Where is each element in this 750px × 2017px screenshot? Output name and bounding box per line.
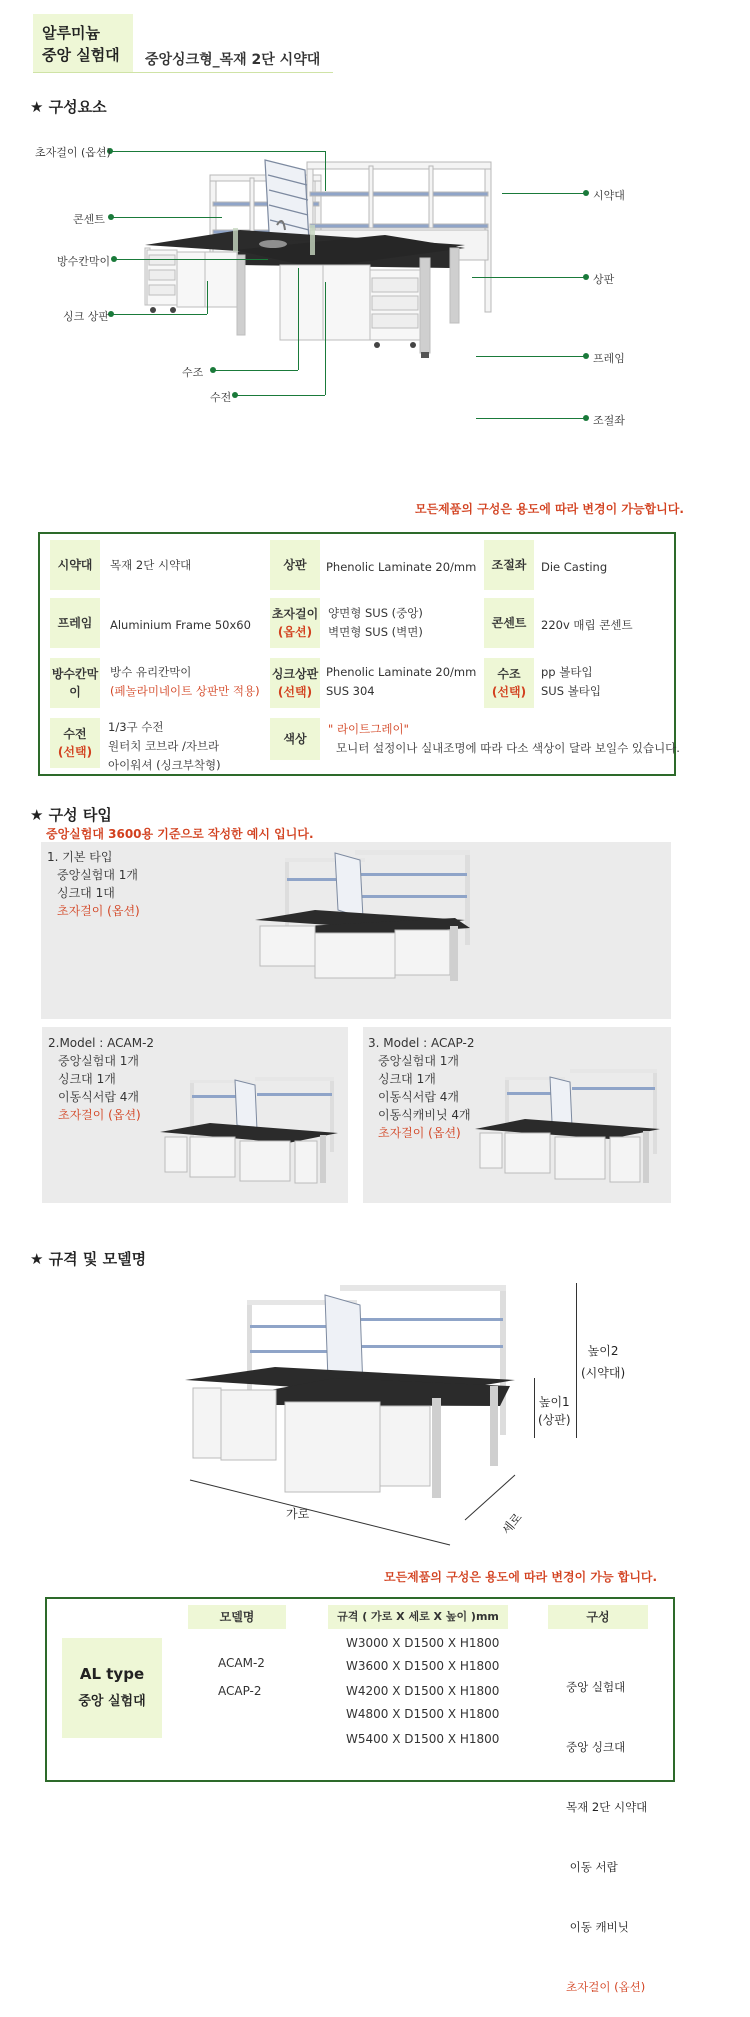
callout-dot [583, 274, 589, 280]
callout-line [213, 370, 298, 371]
spec-value-sink: pp 볼타입 SUS 볼타입 [541, 665, 601, 698]
callout-line [476, 418, 586, 419]
models-notice: 모든제품의 구성은 용도에 따라 변경이 가능 합니다. [384, 1570, 658, 1584]
model-spec: W5400 X D1500 X H1800 [346, 1732, 500, 1746]
spec-value-color: " 라이트그레이" 모니터 설정이나 실내조명에 따라 다소 색상이 달라 보일수 있습니다. [328, 722, 680, 755]
spec-value-leveling-foot: Die Casting [541, 560, 608, 574]
height2-dimension-line [576, 1283, 577, 1438]
callout-dot [210, 367, 216, 373]
callout-dot [583, 415, 589, 421]
spec-label-partition: 방수칸막이 [50, 658, 100, 708]
spec-value-frame: Aluminium Frame 50x60 [110, 618, 251, 632]
model-table-type-box: AL type 중앙 실험대 [62, 1638, 162, 1738]
model-table-head-spec: 규격 ( 가로 X 세로 X 높이 )mm [328, 1605, 508, 1629]
spec-label-outlet: 콘센트 [484, 598, 534, 648]
callout-dot [583, 353, 589, 359]
lab-bench-illustration [145, 140, 540, 430]
spec-label-reagent-shelf: 시약대 [50, 540, 100, 590]
spec-label-leveling-foot: 조절좌 [484, 540, 534, 590]
callout-line [235, 395, 325, 396]
type2-text: 2.Model : ACAM-2 중앙실험대 1개 싱크대 1개 이동식서랍 4개 초자걸이 (옵션) [48, 1036, 155, 1122]
type1-illustration [255, 848, 480, 988]
callout-frame: 프레임 [593, 352, 625, 365]
sink-bowl [259, 240, 287, 248]
width-label: 가로 [286, 1507, 310, 1521]
components-heading: ★ 구성요소 [30, 98, 107, 116]
product-title-line1: 알루미늄 [42, 24, 100, 42]
callout-sink-top: 싱크 상판 [63, 310, 110, 323]
callout-partition: 방수칸막이 [57, 255, 111, 268]
model-table-head-model: 모델명 [188, 1605, 286, 1629]
callout-worktop: 상판 [593, 273, 615, 286]
spec-label-faucet: 수전 (선택) [50, 718, 100, 768]
spec-label-frame: 프레임 [50, 598, 100, 648]
callout-glass-rack: 초자걸이 (옵션) [35, 146, 111, 159]
spec-value-glass-rack: 양면형 SUS (중앙) 벽면형 SUS (벽면) [328, 606, 423, 639]
height2-label: 높이2 (시약대) [581, 1344, 626, 1380]
left-cabinet [145, 248, 245, 335]
callout-dot [108, 214, 114, 220]
spec-label-sink-top: 싱크상판 (선택) [270, 658, 320, 708]
callout-line [207, 281, 208, 314]
types-heading: ★ 구성 타입 [30, 806, 112, 824]
models-heading: ★ 규격 및 모델명 [30, 1250, 147, 1268]
callout-line [325, 151, 326, 191]
model-table-head-comp: 구성 [548, 1605, 648, 1629]
height1-label: 높이1 (상판) [538, 1395, 571, 1427]
callout-sink: 수조 [182, 366, 204, 379]
callout-leveling-foot: 조절좌 [593, 414, 625, 427]
callout-line [472, 277, 586, 278]
spec-value-reagent-shelf: 목재 2단 시약대 [110, 558, 192, 572]
type1-text: 1. 기본 타입 중앙실험대 1개 싱크대 1대 초자걸이 (옵션) [47, 850, 140, 918]
model-name: ACAM-2 [218, 1656, 265, 1670]
callout-line [110, 151, 325, 152]
height1-dimension-line [534, 1378, 535, 1438]
spec-value-faucet: 1/3구 수전 원터치 코브라 /자브라 아이워셔 (싱크부착형) [108, 720, 221, 772]
model-spec: W4200 X D1500 X H1800 [346, 1684, 500, 1698]
types-note: 중앙실험대 3600용 기준으로 작성한 예시 입니다. [46, 827, 314, 841]
type3-illustration [475, 1067, 665, 1192]
callout-line [112, 217, 222, 218]
callout-line [502, 193, 586, 194]
type2-illustration [160, 1075, 345, 1190]
title-underline [33, 72, 333, 73]
width-dimension-line [185, 1475, 455, 1550]
type3-text: 3. Model : ACAP-2 중앙실험대 1개 싱크대 1개 이동식서랍 4개 이동식캐비닛 4개 초자걸이 (옵션) [368, 1036, 475, 1140]
components-notice: 모든제품의 구성은 용도에 따라 변경이 가능합니다. [415, 502, 684, 516]
spec-value-worktop: Phenolic Laminate 20/mm [326, 560, 477, 574]
model-spec: W3600 X D1500 X H1800 [346, 1659, 500, 1673]
spec-value-outlet: 220v 매립 콘센트 [541, 618, 633, 632]
callout-line [476, 356, 586, 357]
callout-line [298, 268, 299, 370]
spec-value-sink-top: Phenolic Laminate 20/mm SUS 304 [326, 665, 477, 698]
model-name: ACAP-2 [218, 1684, 262, 1698]
spec-label-color: 색상 [270, 718, 320, 760]
callout-outlet: 콘센트 [73, 213, 105, 226]
callout-line [115, 259, 268, 260]
spec-label-glass-rack: 초자걸이 (옵션) [270, 598, 320, 648]
callout-dot [583, 190, 589, 196]
product-subtitle: 중앙싱크형_목재 2단 시약대 [145, 52, 321, 68]
product-title-box [33, 14, 133, 72]
spec-label-sink: 수조 (선택) [484, 658, 534, 708]
product-title-line2: 중앙 실험대 [42, 46, 120, 64]
spec-label-worktop: 상판 [270, 540, 320, 590]
depth-label: 세로 [499, 1510, 525, 1538]
model-spec: W4800 X D1500 X H1800 [346, 1707, 500, 1721]
callout-line [325, 282, 326, 395]
spec-value-partition: 방수 유리칸막이 (페놀라미네이트 상판만 적용) [110, 665, 260, 698]
callout-line [112, 314, 207, 315]
model-components: 중앙 실험대 중앙 싱크대 목재 2단 시약대 이동 서랍 이동 캐비닛 초자걸이 (옵션) [566, 1680, 648, 1994]
callout-dot [232, 392, 238, 398]
callout-dot [111, 256, 117, 262]
callout-faucet: 수전 [210, 391, 232, 404]
callout-reagent-shelf: 시약대 [593, 189, 625, 202]
model-spec: W3000 X D1500 X H1800 [346, 1636, 500, 1650]
